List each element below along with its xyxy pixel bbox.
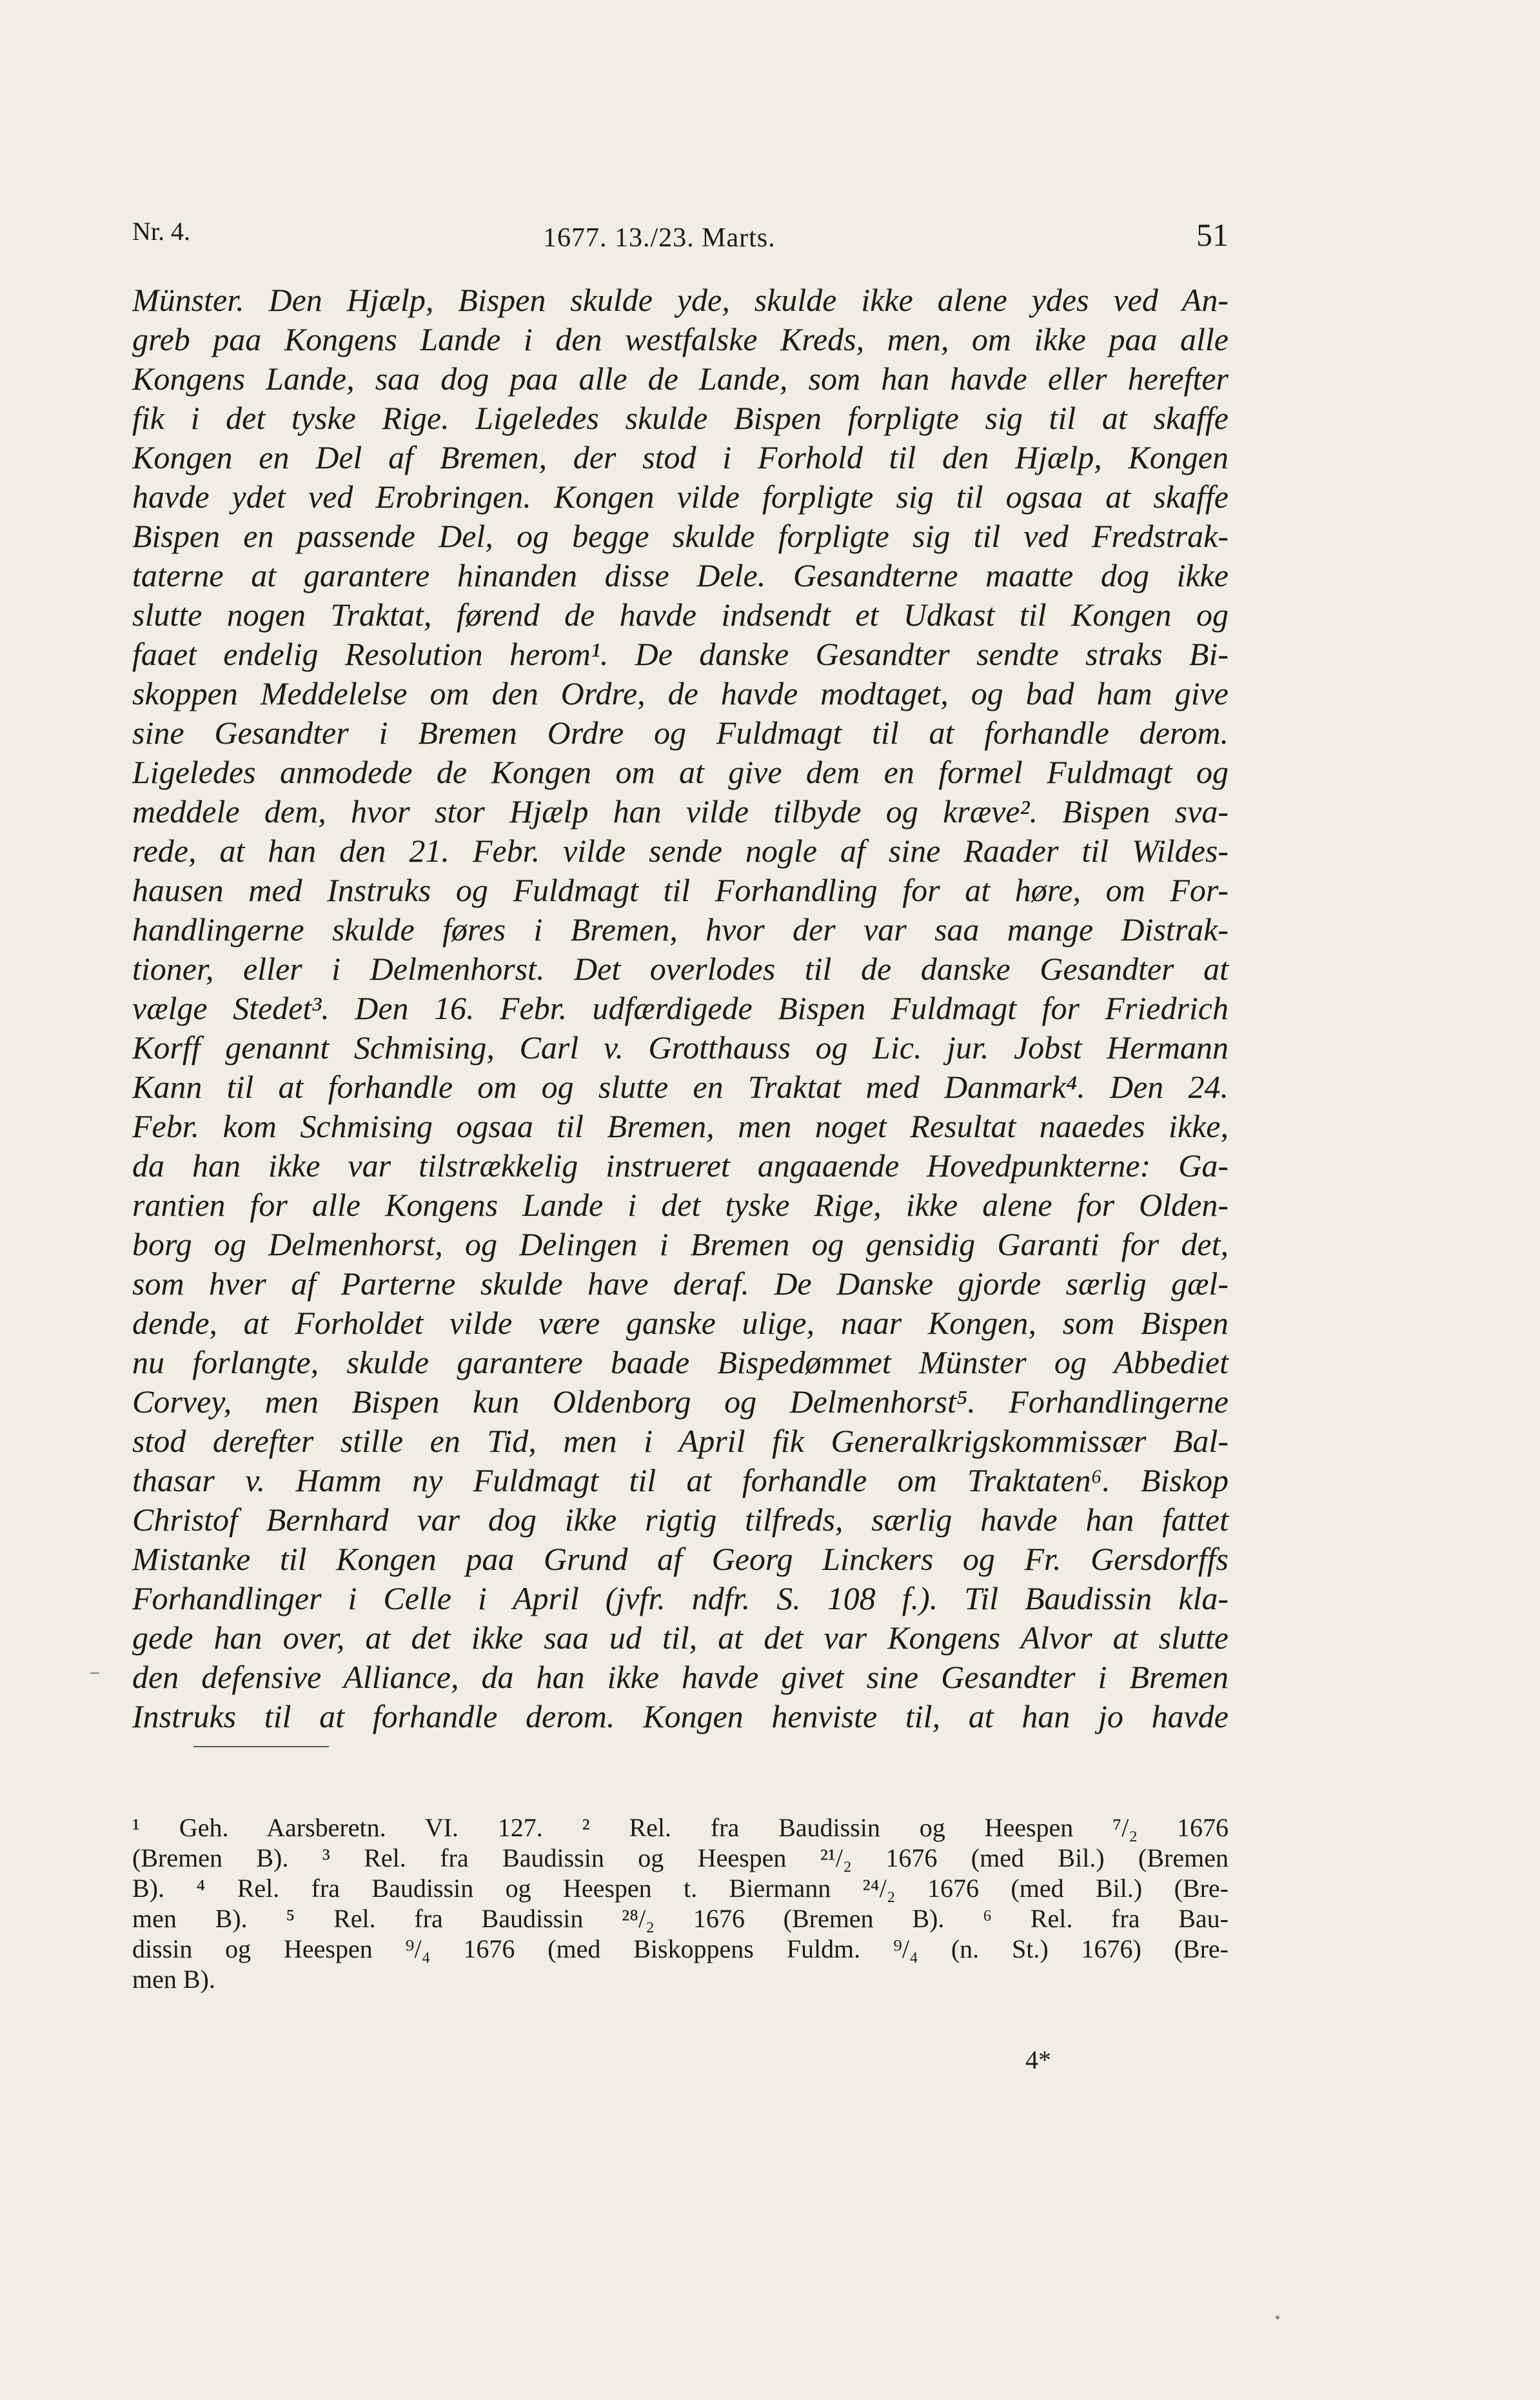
body-text [132, 281, 1229, 1736]
body-line: Bispen en passende Del, og begge skulde forpligte sig til ved Fredstrak- [132, 518, 1229, 554]
body-line: handlingerne skulde føres i Bremen, hvor der var saa mange Distrak- [132, 911, 1229, 947]
body-line: Instruks til at forhandle derom. Kongen henviste til, at han jo havde [132, 1698, 1229, 1734]
body-line: sine Gesandter i Bremen Ordre og Fuldmagt til at forhandle derom. [132, 715, 1229, 751]
body-line: Febr. kom Schmising ogsaa til Bremen, men noget Resultat naaedes ikke, [132, 1108, 1229, 1144]
running-header [132, 216, 1229, 255]
body-line: havde ydet ved Erobringen. Kongen vilde forpligte sig til ogsaa at skaffe [132, 479, 1229, 515]
footnote-line: ¹ Geh. Aarsberetn. VI. 127. ² Rel. fra Baudissin og Heespen ⁷/₂ 1676 [132, 1813, 1229, 1842]
document-number: Nr. 4. [132, 217, 190, 246]
body-line: slutte nogen Traktat, førend de havde indsendt et Udkast til Kongen og [132, 597, 1229, 633]
footnote-rule [193, 1746, 329, 1747]
body-line: skoppen Meddelelse om den Ordre, de havde modtaget, og bad ham give [132, 675, 1229, 711]
body-line: taterne at garantere hinanden disse Dele. Gesandterne maatte dog ikke [132, 557, 1229, 593]
body-line: Ligeledes anmodede de Kongen om at give dem en formel Fuldmagt og [132, 754, 1229, 790]
body-line: rede, at han den 21. Febr. vilde sende nogle af sine Raader til Wildes- [132, 833, 1229, 869]
body-line: fik i det tyske Rige. Ligeledes skulde Bispen forpligte sig til at skaffe [132, 400, 1229, 436]
signature-mark: 4* [1025, 2045, 1051, 2074]
body-line: nu forlangte, skulde garantere baade Bispedømmet Münster og Abbediet [132, 1344, 1229, 1380]
body-line: Corvey, men Bispen kun Oldenborg og Delmenhorst⁵. Forhandlingerne [132, 1383, 1229, 1420]
footnote-line: (Bremen B). ³ Rel. fra Baudissin og Heespen ²¹/₂ 1676 (med Bil.) (Bremen [132, 1843, 1229, 1872]
footnotes [132, 1812, 1229, 1994]
body-line: den defensive Alliance, da han ikke havde givet sine Gesandter i Bremen [132, 1659, 1229, 1695]
body-line: faaet endelig Resolution herom¹. De danske Gesandter sendte straks Bi- [132, 636, 1229, 672]
margin-mark [90, 1672, 99, 1674]
body-line: meddele dem, hvor stor Hjælp han vilde tilbyde og kræve². Bispen sva- [132, 793, 1229, 829]
body-line: hausen med Instruks og Fuldmagt til Forhandling for at høre, om For- [132, 872, 1229, 908]
page-speck [1276, 2316, 1279, 2319]
page-number: 51 [1196, 217, 1229, 253]
body-line: Kongens Lande, saa dog paa alle de Lande, som han havde eller herefter [132, 361, 1229, 397]
footnote-line: men B). ⁵ Rel. fra Baudissin ²⁸/₂ 1676 (Bremen B). ⁶ Rel. fra Bau- [132, 1904, 1229, 1933]
body-line: rantien for alle Kongens Lande i det tyske Rige, ikke alene for Olden- [132, 1187, 1229, 1223]
footnote-line: B). ⁴ Rel. fra Baudissin og Heespen t. Biermann ²⁴/₂ 1676 (med Bil.) (Bre- [132, 1874, 1229, 1903]
body-line: Mistanke til Kongen paa Grund af Georg Linckers og Fr. Gersdorffs [132, 1541, 1229, 1577]
header-date: 1677. 13./23. Marts. [543, 223, 776, 253]
body-line: gede han over, at det ikke saa ud til, at det var Kongens Alvor at slutte [132, 1620, 1229, 1656]
footnote-line: dissin og Heespen ⁹/₄ 1676 (med Biskoppens Fuldm. ⁹/₄ (n. St.) 1676) (Bre- [132, 1934, 1229, 1963]
body-line: tioner, eller i Delmenhorst. Det overlodes til de danske Gesandter at [132, 951, 1229, 987]
body-line: da han ikke var tilstrækkelig instrueret angaaende Hovedpunkterne: Ga- [132, 1147, 1229, 1184]
body-line: stod derefter stille en Tid, men i April fik Generalkrigskommissær Bal- [132, 1423, 1229, 1459]
body-line: Münster. Den Hjælp, Bispen skulde yde, skulde ikke alene ydes ved An- [132, 282, 1229, 318]
body-line: Kongen en Del af Bremen, der stod i Forhold til den Hjælp, Kongen [132, 439, 1229, 475]
body-line: borg og Delmenhorst, og Delingen i Bremen og gensidig Garanti for det, [132, 1226, 1229, 1262]
body-line: Forhandlinger i Celle i April (jvfr. ndfr. S. 108 f.). Til Baudissin kla- [132, 1580, 1229, 1616]
body-line: vælge Stedet³. Den 16. Febr. udfærdigede Bispen Fuldmagt for Friedrich [132, 990, 1229, 1026]
body-line: thasar v. Hamm ny Fuldmagt til at forhandle om Traktaten⁶. Biskop [132, 1462, 1229, 1498]
body-line: Korff genannt Schmising, Carl v. Grotthauss og Lic. jur. Jobst Hermann [132, 1029, 1229, 1066]
body-line: Christof Bernhard var dog ikke rigtig tilfreds, særlig havde han fattet [132, 1502, 1229, 1538]
body-line: dende, at Forholdet vilde være ganske ulige, naar Kongen, som Bispen [132, 1305, 1229, 1341]
body-line: Kann til at forhandle om og slutte en Traktat med Danmark⁴. Den 24. [132, 1069, 1229, 1105]
body-line: som hver af Parterne skulde have deraf. De Danske gjorde særlig gæl- [132, 1265, 1229, 1302]
body-line: greb paa Kongens Lande i den westfalske Kreds, men, om ikke paa alle [132, 321, 1229, 357]
footnote-line: men B). [132, 1965, 215, 1994]
